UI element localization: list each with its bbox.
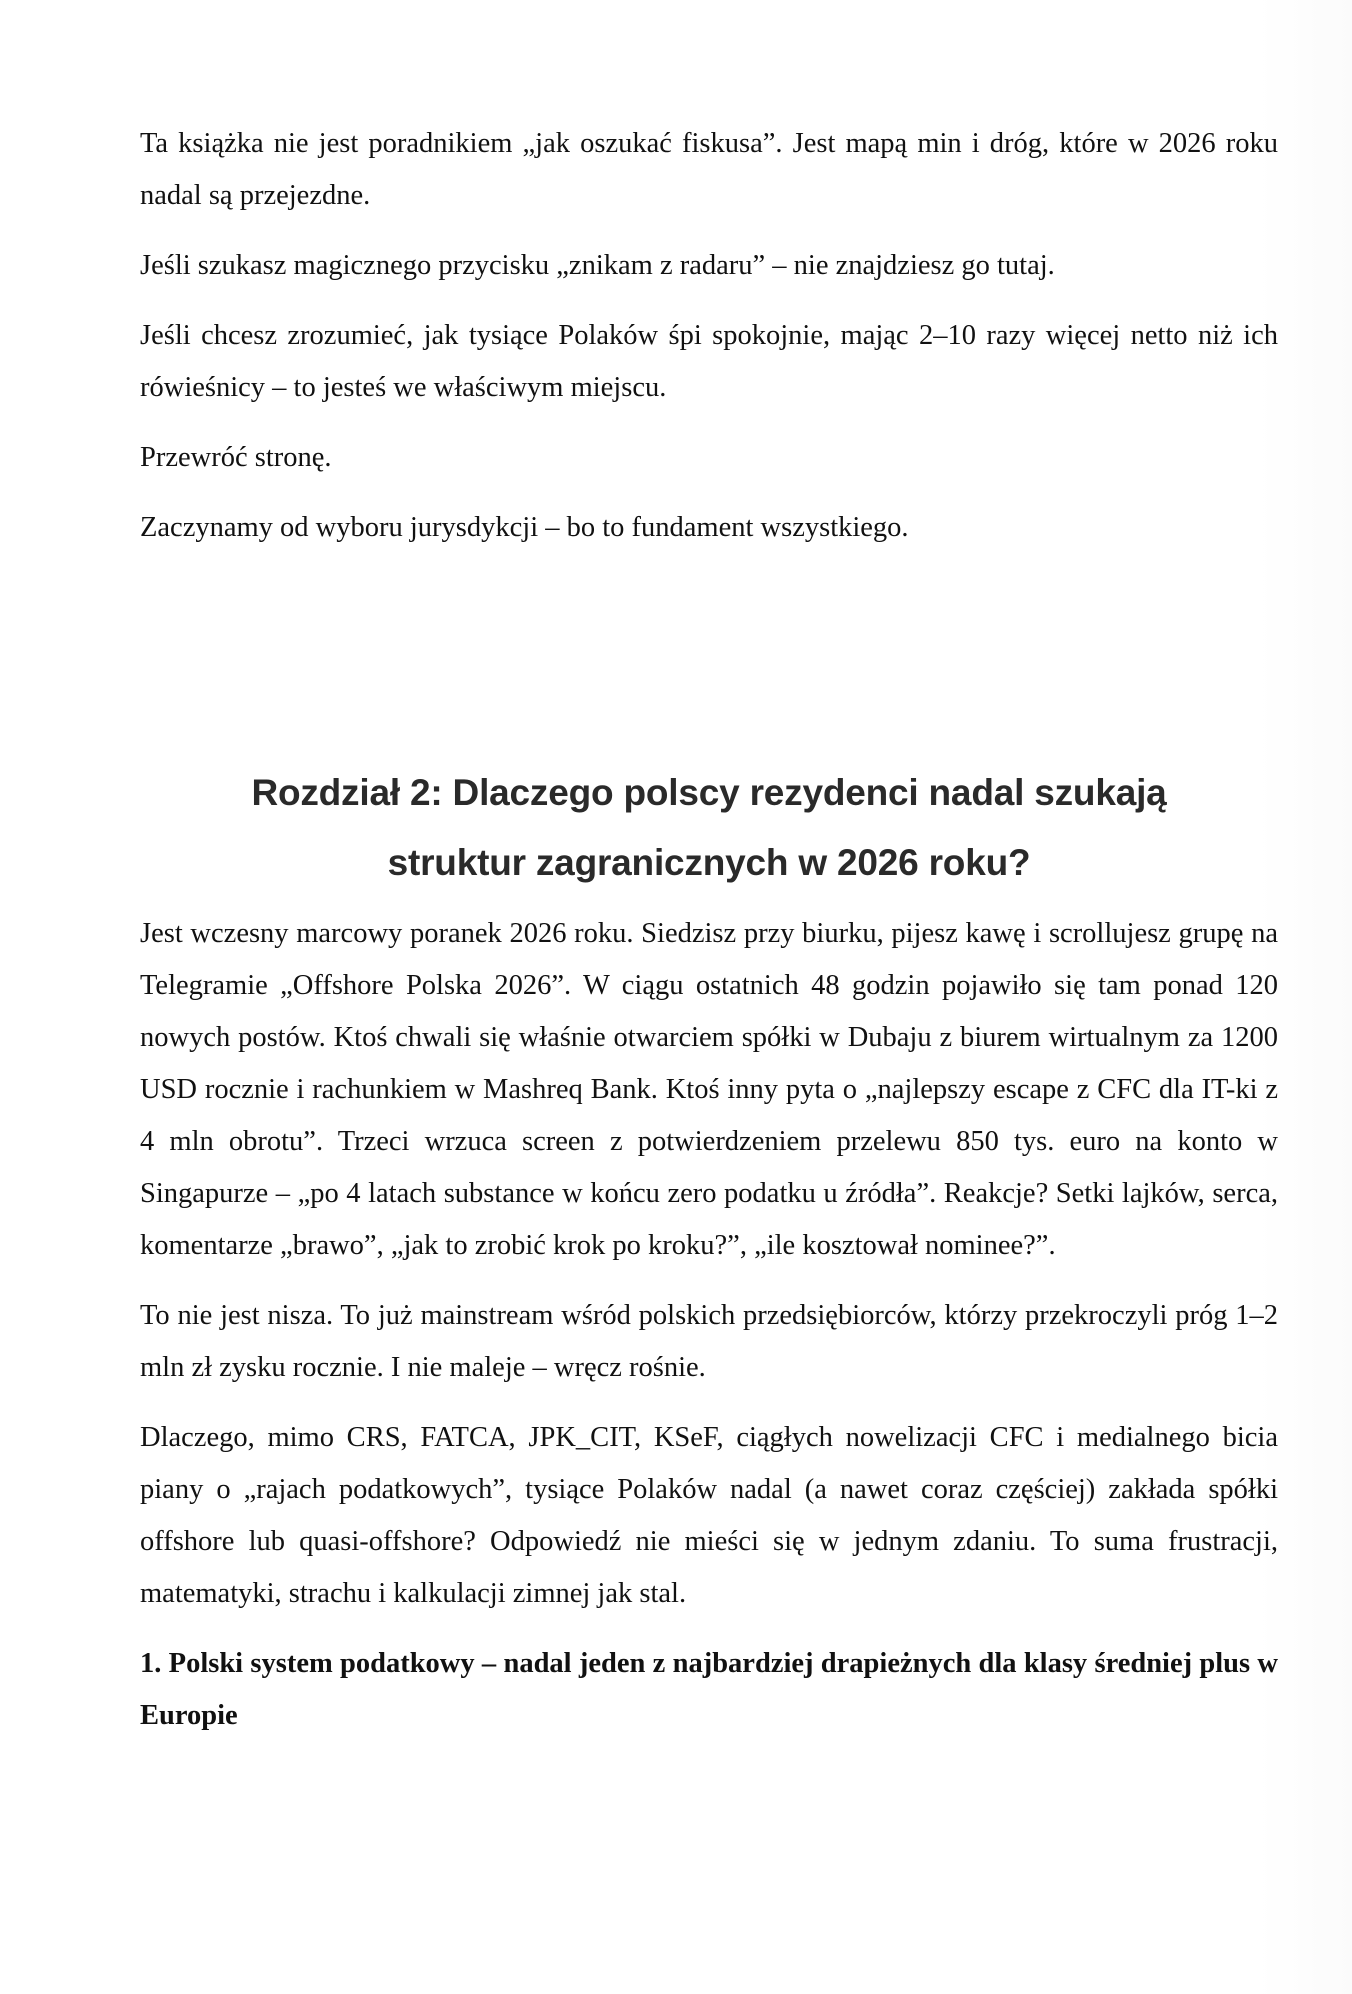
chapter-title xyxy=(140,758,1278,898)
intro-paragraph-1: Ta książka nie jest poradnikiem „jak oszukać fiskusa”. Jest mapą min i dróg, które w 2026 roku nadal są przejezdne. xyxy=(140,128,1278,211)
section-spacer xyxy=(140,572,1278,758)
chapter-paragraph-1: Jest wczesny marcowy poranek 2026 roku. Siedzisz przy biurku, pijesz kawę i scrollujesz grupę na Telegramie „Offshore Polska 2026”. W ciągu ostatnich 48 godzin pojawiło się tam ponad 120 nowych postów. Ktoś chwali się właśnie otwarciem spółki w Dubaju z biurem wirtualnym za 1200 USD rocznie i rachunkiem w Mashreq Bank. Ktoś inny pyta o „najlepszy escape z CFC dla IT-ki z 4 mln obrotu”. Trzeci wrzuca screen z potwierdzeniem przelewu 850 tys. euro na konto w Singapurze – „po 4 latach substance w końcu zero podatku u źródła”. Reakcje? Setki lajków, serca, komentarze „brawo”, „jak to zrobić krok po kroku?”, „ile kosztował nominee?”. xyxy=(140,918,1278,1261)
intro-paragraph-4: Przewróć stronę. xyxy=(140,442,332,473)
intro-paragraph-5: Zaczynamy od wyboru jurysdykcji – bo to fundament wszystkiego. xyxy=(140,512,909,543)
section-heading: 1. Polski system podatkowy – nadal jeden z najbardziej drapieżnych dla klasy średniej plus w Europie xyxy=(140,1648,1278,1731)
document-page xyxy=(140,118,1278,1742)
chapter-title-line-2: struktur zagranicznych w 2026 roku? xyxy=(387,842,1031,883)
chapter-paragraph-2: To nie jest nisza. To już mainstream wśród polskich przedsiębiorców, którzy przekroczyli próg 1–2 mln zł zysku rocznie. I nie maleje – wręcz rośnie. xyxy=(140,1300,1278,1383)
chapter-paragraph-3: Dlaczego, mimo CRS, FATCA, JPK_CIT, KSeF, ciągłych nowelizacji CFC i medialnego bicia piany o „rajach podatkowych”, tysiące Polaków nadal (a nawet coraz częściej) zakłada spółki offshore lub quasi-offshore? Odpowiedź nie mieści się w jednym zdaniu. To suma frustracji, matematyki, strachu i kalkulacji zimnej jak stal. xyxy=(140,1422,1278,1609)
chapter-title-line-1: Rozdział 2: Dlaczego polscy rezydenci nadal szukają xyxy=(251,772,1167,813)
intro-paragraph-3: Jeśli chcesz zrozumieć, jak tysiące Polaków śpi spokojnie, mając 2–10 razy więcej netto niż ich rówieśnicy – to jesteś we właściwym miejscu. xyxy=(140,320,1278,403)
intro-paragraph-2: Jeśli szukasz magicznego przycisku „znikam z radaru” – nie znajdziesz go tutaj. xyxy=(140,250,1055,281)
